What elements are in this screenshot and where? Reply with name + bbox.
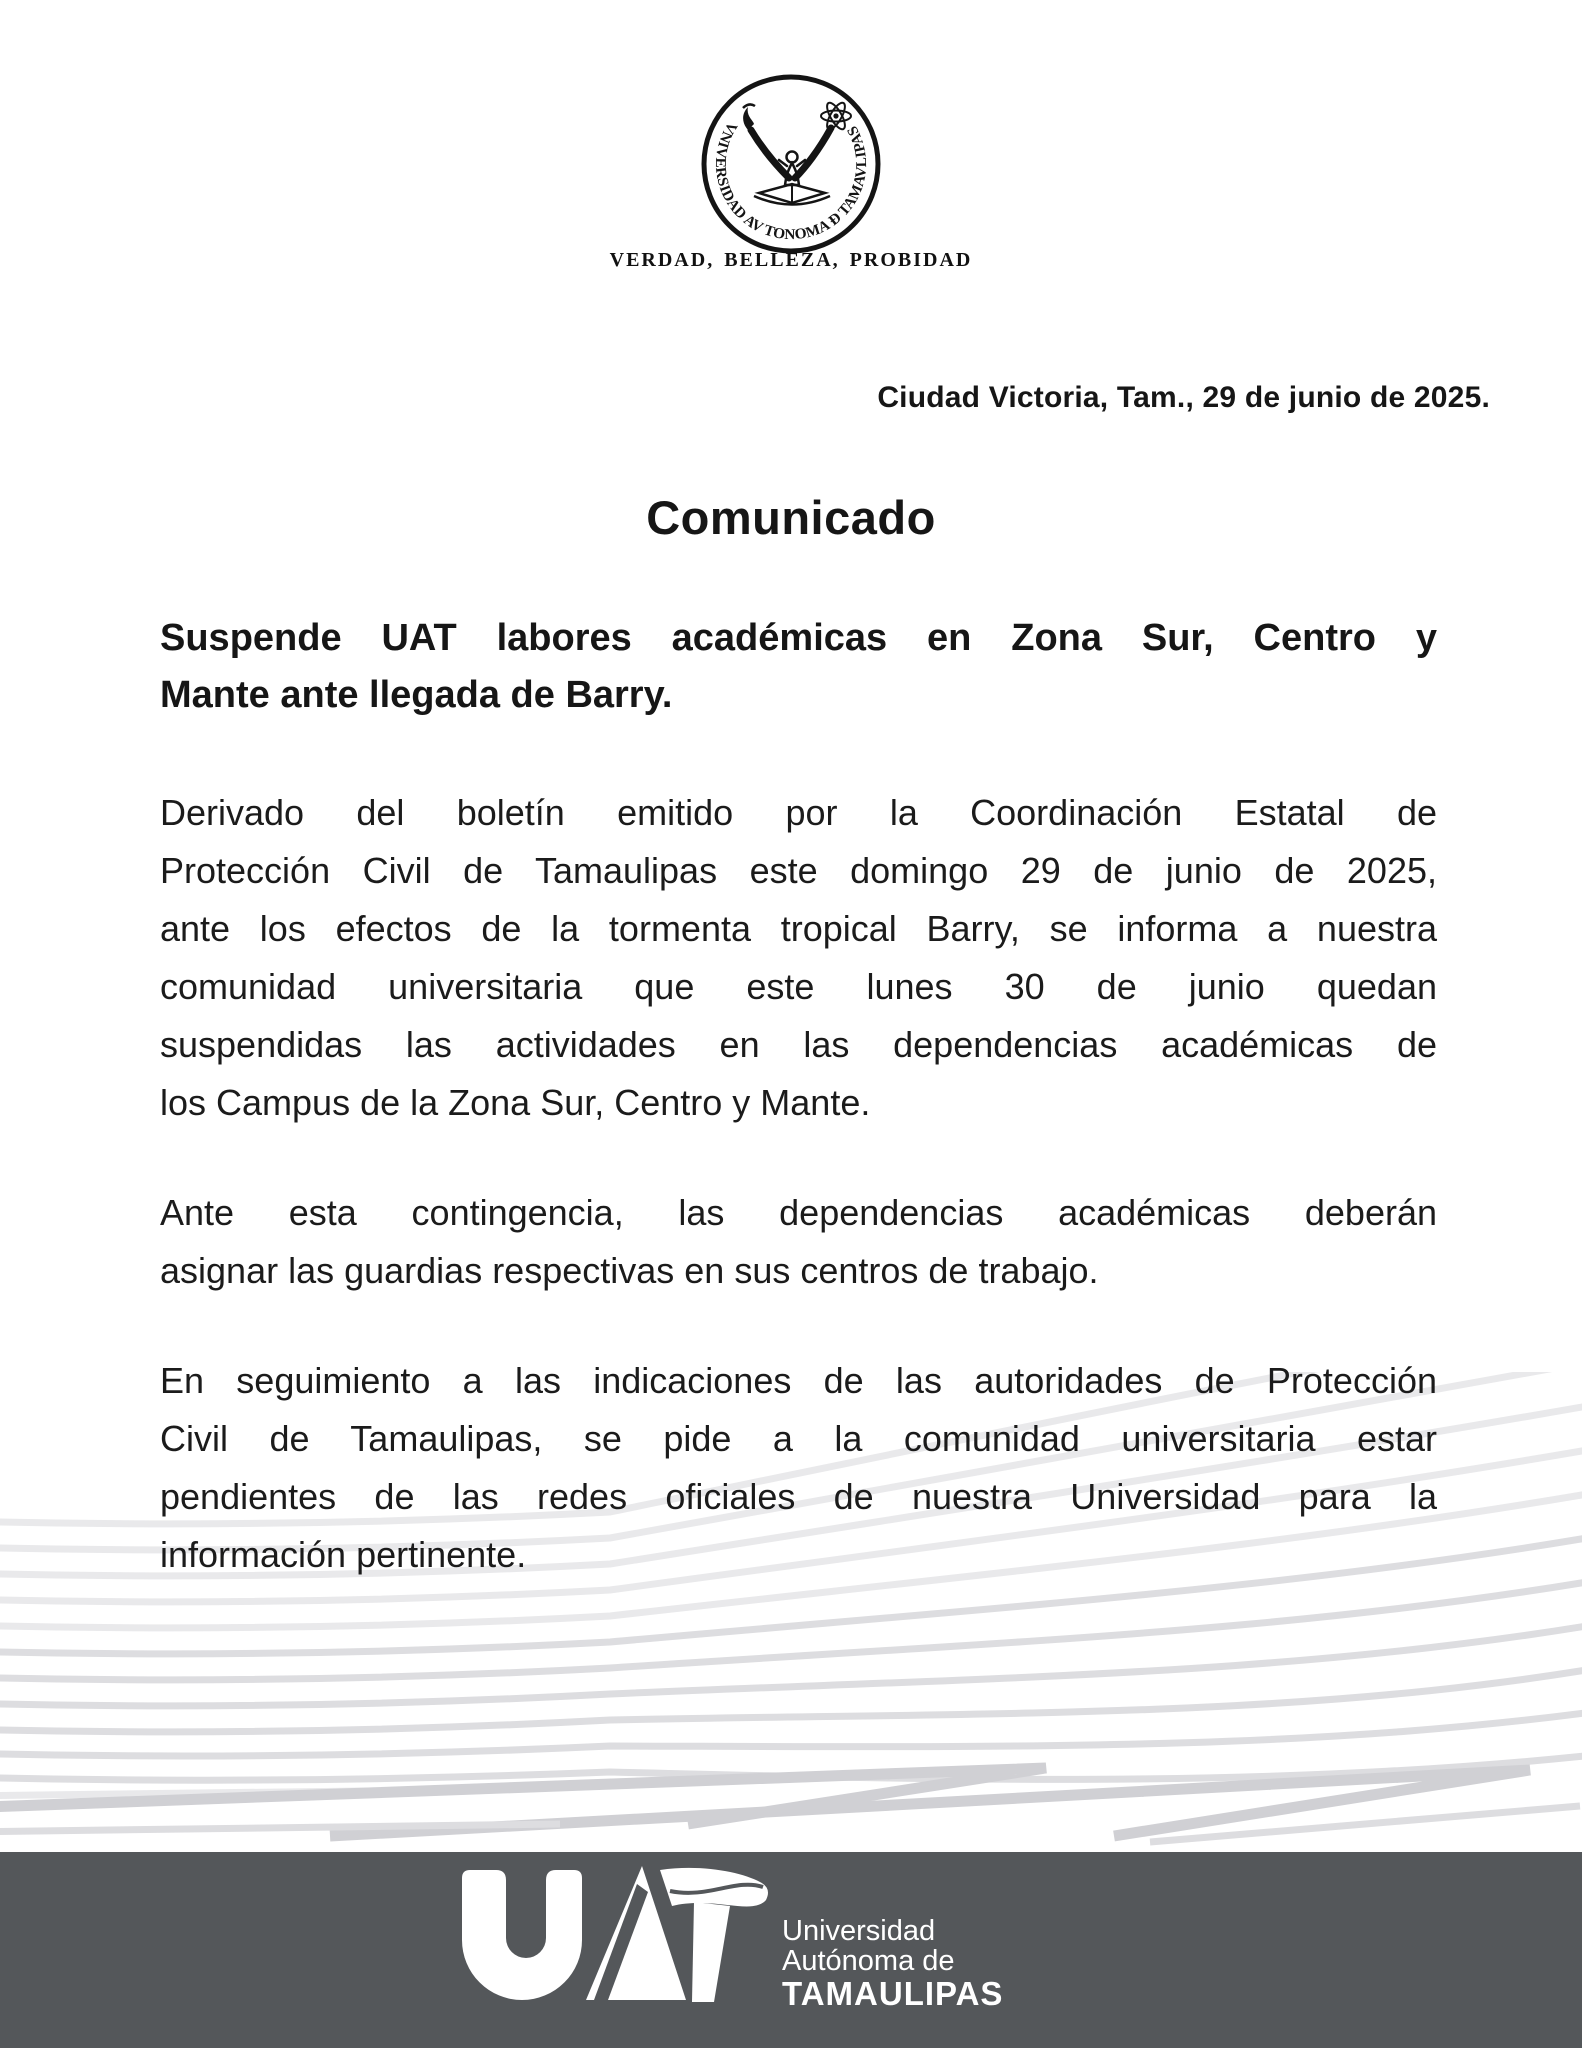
torch-icon xyxy=(743,107,754,130)
paragraph-line: Civil de Tamaulipas, se pide a la comunidad universitaria estar xyxy=(160,1418,1437,1459)
paragraph-line: comunidad universitaria que este lunes 30 de junio quedan xyxy=(160,966,1437,1007)
footer-org-name xyxy=(782,1916,1003,2012)
paragraph-line: En seguimiento a las indicaciones de las autoridades de Protección xyxy=(160,1360,1437,1401)
document-body xyxy=(160,610,1437,1584)
university-seal-icon xyxy=(691,64,891,264)
date-line: Ciudad Victoria, Tam., 29 de junio de 2025. xyxy=(877,381,1490,414)
atom-icon xyxy=(821,100,851,131)
heading-line: Suspende UAT labores académicas en Zona Sur, Centro y xyxy=(160,617,1437,659)
paragraph-line: ante los efectos de la tormenta tropical Barry, se informa a nuestra xyxy=(160,908,1437,949)
seal-motto: VERDAD, BELLEZA, PROBIDAD xyxy=(609,249,973,271)
heading-line: Mante ante llegada de Barry. xyxy=(160,674,673,716)
seal-ring-text: VNIVERSIDAD AV TONOMA Đ TAMAVLIPAS xyxy=(711,118,871,244)
paragraph-line: los Campus de la Zona Sur, Centro y Mante. xyxy=(160,1082,871,1123)
paragraph-line: Protección Civil de Tamaulipas este domingo 29 de junio de 2025, xyxy=(160,850,1437,891)
uat-logo-icon xyxy=(456,1864,776,2004)
paragraph-line: suspendidas las actividades en las dependencias académicas de xyxy=(160,1024,1437,1065)
paragraph-line: asignar las guardias respectivas en sus centros de trabajo. xyxy=(160,1250,1099,1291)
page-title: Comunicado xyxy=(646,491,936,544)
paragraph xyxy=(160,1352,1437,1584)
svg-text:VNIVERSIDAD AV TONOMA Đ TAMAVL xyxy=(712,119,870,243)
paragraph-line: pendientes de las redes oficiales de nuestra Universidad para la xyxy=(160,1476,1437,1517)
footer-org-line-bold: TAMAULIPAS xyxy=(782,1975,1004,2012)
paragraph-line: Derivado del boletín emitido por la Coordinación Estatal de xyxy=(160,792,1437,833)
footer-bar xyxy=(0,1852,1582,2048)
heading-paragraph xyxy=(160,610,1437,724)
paragraph-line: Ante esta contingencia, las dependencias académicas deberán xyxy=(160,1192,1437,1233)
paragraph-line: información pertinente. xyxy=(160,1534,527,1575)
paragraph xyxy=(160,784,1437,1132)
open-book-icon xyxy=(754,184,830,205)
footer-org-line: Autónoma de xyxy=(782,1945,955,1977)
paragraph xyxy=(160,1184,1437,1300)
footer-org-line: Universidad xyxy=(782,1915,936,1947)
